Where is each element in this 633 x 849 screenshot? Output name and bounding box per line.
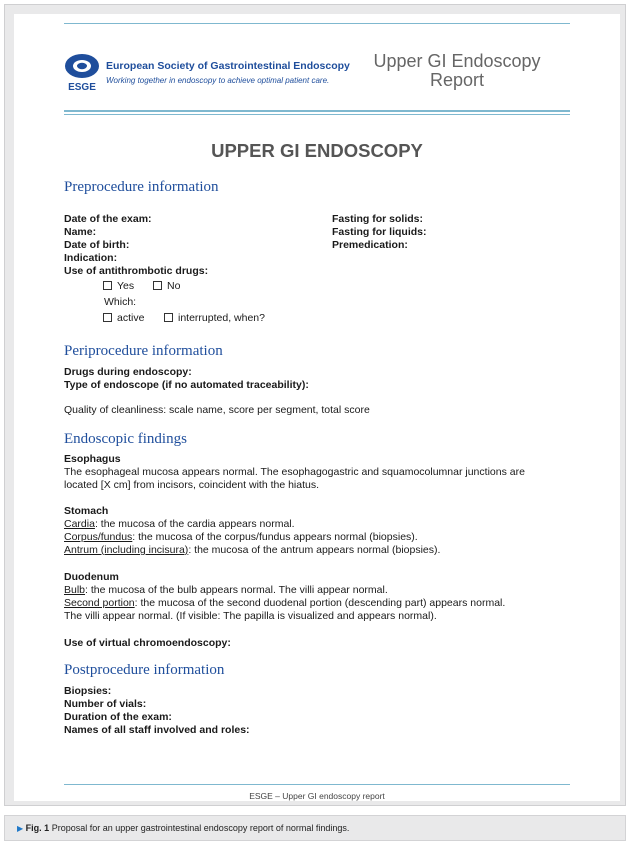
corpus-text: : the mucosa of the corpus/fundus appears normal (biopsies). bbox=[132, 531, 418, 543]
cleanliness-text: Quality of cleanliness: scale name, score per segment, total score bbox=[64, 404, 370, 416]
which-label: Which: bbox=[104, 296, 137, 308]
bulb-text: : the mucosa of the bulb appears normal. The villi appear normal. bbox=[85, 584, 388, 596]
active-checkbox[interactable] bbox=[103, 313, 112, 322]
label-antithrombotic: Use of antithrombotic drugs: bbox=[64, 265, 209, 277]
option-active[interactable] bbox=[103, 312, 144, 325]
label-indication: Indication: bbox=[64, 252, 118, 264]
section-findings: Endoscopic findings bbox=[64, 431, 187, 447]
caption-arrow-icon: ▶ bbox=[17, 824, 24, 833]
option-no[interactable] bbox=[153, 280, 180, 293]
label-premedication: Premedication: bbox=[332, 239, 408, 251]
figure-frame bbox=[4, 4, 626, 806]
option-interrupted[interactable] bbox=[164, 312, 265, 325]
esge-logo-icon bbox=[64, 52, 100, 92]
corpus-line bbox=[64, 531, 418, 544]
label-staff: Names of all staff involved and roles: bbox=[64, 724, 250, 736]
second-portion-text: : the mucosa of the second duodenal portion (descending part) appears normal. bbox=[134, 597, 506, 609]
label-drugs: Drugs during endoscopy: bbox=[64, 366, 192, 378]
page-footer: ESGE – Upper GI endoscopy report bbox=[249, 791, 385, 801]
label-duration: Duration of the exam: bbox=[64, 711, 172, 723]
label-vials: Number of vials: bbox=[64, 698, 147, 710]
no-checkbox[interactable] bbox=[153, 281, 162, 290]
esophagus-text-2: located [X cm] from incisors, coincident with the hiatus. bbox=[64, 479, 320, 491]
logo-text: ESGE bbox=[68, 82, 96, 92]
cardia-text: : the mucosa of the cardia appears normal. bbox=[94, 518, 295, 530]
bulb-label: Bulb bbox=[64, 584, 86, 596]
label-biopsies: Biopsies: bbox=[64, 685, 112, 697]
interrupted-checkbox[interactable] bbox=[164, 313, 173, 322]
label-fasting-solids: Fasting for solids: bbox=[332, 213, 424, 225]
header-rule-thin bbox=[64, 114, 570, 115]
caption-fig-label: Fig. 1 bbox=[25, 823, 50, 833]
header-rule bbox=[64, 110, 570, 112]
org-name: European Society of Gastrointestinal Endoscopy bbox=[106, 60, 350, 72]
org-tagline: Working together in endoscopy to achieve optimal patient care. bbox=[106, 76, 330, 85]
report-title: Upper GI Endoscopy Report bbox=[373, 51, 541, 90]
villi-text: The villi appear normal. (If visible: The papilla is visualized and appears normal). bbox=[64, 610, 437, 622]
section-postprocedure: Postprocedure information bbox=[64, 662, 225, 678]
label-date-birth: Date of birth: bbox=[64, 239, 130, 251]
yes-label: Yes bbox=[117, 280, 135, 292]
section-preprocedure: Preprocedure information bbox=[64, 179, 219, 195]
section-periprocedure: Periprocedure information bbox=[64, 343, 223, 359]
duodenum-title: Duodenum bbox=[64, 571, 119, 583]
interrupted-label: interrupted, when? bbox=[178, 312, 265, 324]
option-yes[interactable] bbox=[103, 280, 134, 293]
page-title: UPPER GI ENDOSCOPY bbox=[211, 140, 423, 161]
second-portion-label: Second portion bbox=[64, 597, 135, 609]
active-label: active bbox=[117, 312, 145, 324]
second-portion-line bbox=[64, 597, 505, 610]
label-name: Name: bbox=[64, 226, 97, 238]
esophagus-text-1: The esophageal mucosa appears normal. The esophagogastric and squamocolumnar junctions are bbox=[64, 466, 525, 478]
caption-text: Proposal for an upper gastrointestinal endoscopy report of normal findings. bbox=[51, 823, 350, 833]
yes-checkbox[interactable] bbox=[103, 281, 112, 290]
report-page bbox=[14, 14, 620, 801]
bulb-line bbox=[64, 584, 388, 597]
label-date-exam: Date of the exam: bbox=[64, 213, 152, 225]
stomach-title: Stomach bbox=[64, 505, 109, 517]
no-label: No bbox=[167, 280, 181, 292]
label-endoscope: Type of endoscope (if no automated traceability): bbox=[64, 379, 309, 391]
label-fasting-liquids: Fasting for liquids: bbox=[332, 226, 427, 238]
figure-caption bbox=[17, 823, 349, 833]
cardia-line bbox=[64, 518, 295, 531]
figure-caption-bar bbox=[4, 815, 626, 841]
label-chromoendoscopy: Use of virtual chromoendoscopy: bbox=[64, 637, 231, 649]
esophagus-title: Esophagus bbox=[64, 453, 121, 465]
cardia-label: Cardia bbox=[64, 518, 95, 530]
corpus-label: Corpus/fundus bbox=[64, 531, 133, 543]
antrum-text: : the mucosa of the antrum appears normal (biopsies). bbox=[188, 544, 441, 556]
antrum-line bbox=[64, 544, 440, 557]
footer-rule bbox=[64, 784, 570, 785]
antrum-label: Antrum (including incisura) bbox=[64, 544, 189, 556]
top-rule bbox=[64, 23, 570, 24]
